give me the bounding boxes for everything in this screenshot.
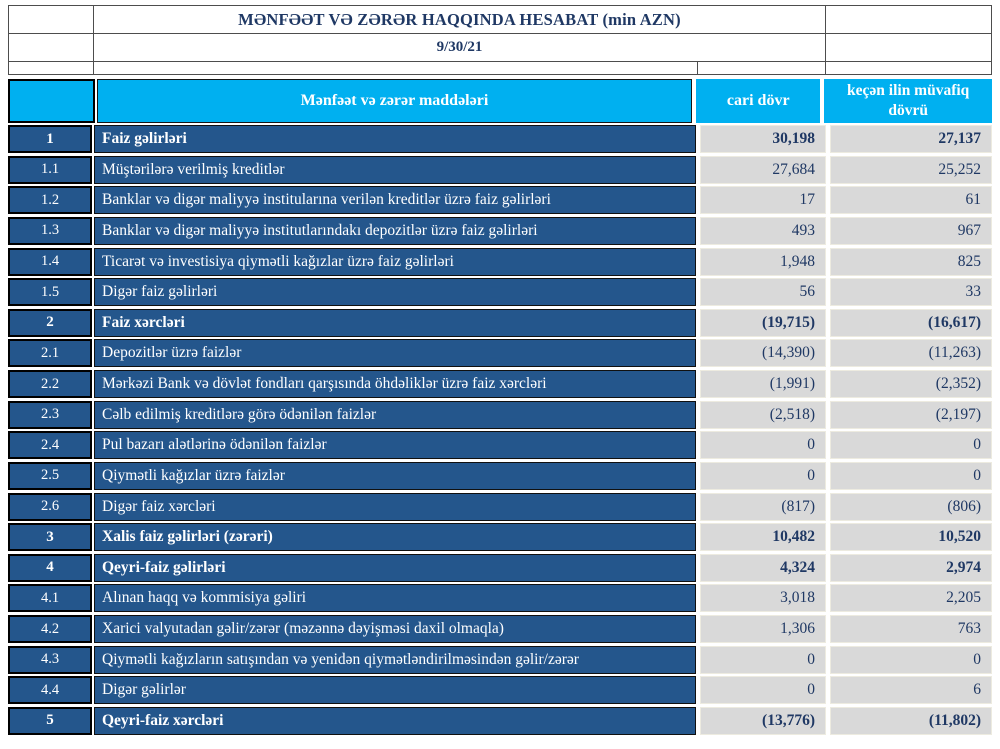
- row-label[interactable]: Mərkəzi Bank və dövlət fondları qarşısında öhdəliklər üzrə faiz xərcləri: [94, 370, 696, 398]
- row-previous-value[interactable]: 0: [830, 462, 992, 490]
- spacer-row: [8, 61, 992, 75]
- row-number[interactable]: 1.1: [8, 156, 92, 184]
- row-label[interactable]: Qiymətli kağızlar üzrə faizlər: [94, 462, 696, 490]
- row-current-value[interactable]: 10,482: [700, 523, 826, 551]
- table-row: [8, 156, 992, 184]
- row-number[interactable]: 2: [8, 309, 92, 337]
- row-previous-value[interactable]: 6: [830, 676, 992, 704]
- row-label[interactable]: Müştərilərə verilmiş kreditlər: [94, 156, 696, 184]
- table-header-row: [8, 79, 992, 123]
- report-title[interactable]: MƏNFƏƏT VƏ ZƏRƏR HAQQINDA HESABAT (min AZN): [93, 5, 826, 34]
- row-label[interactable]: Qeyri-faiz gəlirləri: [94, 554, 696, 582]
- table-row: [8, 186, 992, 214]
- row-label[interactable]: Digər faiz gəlirləri: [94, 278, 696, 306]
- row-number[interactable]: 4: [8, 554, 92, 582]
- row-previous-value[interactable]: (16,617): [830, 309, 992, 337]
- row-number[interactable]: 5: [8, 707, 92, 735]
- title-row-right-cell[interactable]: [825, 5, 992, 34]
- table-row: [8, 248, 992, 276]
- spacer-cell-1[interactable]: [8, 61, 94, 75]
- title-row-corner-cell[interactable]: [8, 5, 94, 34]
- row-previous-value[interactable]: 10,520: [830, 523, 992, 551]
- row-number[interactable]: 4.2: [8, 615, 92, 643]
- row-current-value[interactable]: 27,684: [700, 156, 826, 184]
- row-label[interactable]: Cəlb edilmiş kreditlərə görə ödənilən faizlər: [94, 401, 696, 429]
- table-row: [8, 707, 992, 735]
- table-row: [8, 523, 992, 551]
- row-number[interactable]: 4.3: [8, 646, 92, 674]
- row-current-value[interactable]: 1,306: [700, 615, 826, 643]
- header-current-period-column[interactable]: cari dövr: [696, 79, 820, 123]
- row-current-value[interactable]: 4,324: [700, 554, 826, 582]
- table-row: [8, 309, 992, 337]
- row-previous-value[interactable]: 825: [830, 248, 992, 276]
- row-label[interactable]: Ticarət və investisiya qiymətli kağızlar üzrə faiz gəlirləri: [94, 248, 696, 276]
- row-current-value[interactable]: 0: [700, 676, 826, 704]
- row-previous-value[interactable]: 25,252: [830, 156, 992, 184]
- row-number[interactable]: 2.6: [8, 493, 92, 521]
- row-label[interactable]: Alınan haqq və kommisiya gəliri: [94, 584, 696, 612]
- date-row-corner-cell[interactable]: [8, 33, 94, 62]
- title-row: [8, 5, 992, 34]
- row-number[interactable]: 1.5: [8, 278, 92, 306]
- table-row: [8, 676, 992, 704]
- row-number[interactable]: 2.4: [8, 431, 92, 459]
- row-number[interactable]: 2.3: [8, 401, 92, 429]
- table-row: [8, 278, 992, 306]
- row-label[interactable]: Banklar və digər maliyyə institutlarındakı depozitlər üzrə faiz gəlirləri: [94, 217, 696, 245]
- row-number[interactable]: 1: [8, 125, 92, 153]
- row-previous-value[interactable]: (2,352): [830, 370, 992, 398]
- row-current-value[interactable]: (2,518): [700, 401, 826, 429]
- row-previous-value[interactable]: (11,263): [830, 339, 992, 367]
- row-label[interactable]: Xarici valyutadan gəlir/zərər (məzənnə dəyişməsi daxil olmaqla): [94, 615, 696, 643]
- table-row: [8, 646, 992, 674]
- row-previous-value[interactable]: (806): [830, 493, 992, 521]
- row-label[interactable]: Qiymətli kağızların satışından və yenidən qiymətləndirilməsindən gəlir/zərər: [94, 646, 696, 674]
- table-row: [8, 584, 992, 612]
- row-current-value[interactable]: (19,715): [700, 309, 826, 337]
- row-number[interactable]: 2.5: [8, 462, 92, 490]
- row-current-value[interactable]: (817): [700, 493, 826, 521]
- row-label[interactable]: Xalis faiz gəlirləri (zərəri): [94, 523, 696, 551]
- row-number[interactable]: 2.1: [8, 339, 92, 367]
- spacer-cell-4[interactable]: [825, 61, 992, 75]
- row-current-value[interactable]: 0: [700, 462, 826, 490]
- spacer-cell-2[interactable]: [93, 61, 698, 75]
- report-date[interactable]: 9/30/21: [93, 33, 826, 62]
- row-label[interactable]: Qeyri-faiz xərcləri: [94, 707, 696, 735]
- row-number[interactable]: 4.1: [8, 584, 92, 612]
- row-current-value[interactable]: 3,018: [700, 584, 826, 612]
- header-previous-period-column[interactable]: keçən ilin müvafiq dövrü: [824, 79, 992, 123]
- table-row: [8, 493, 992, 521]
- table-row: [8, 125, 992, 153]
- table-row: [8, 462, 992, 490]
- row-current-value[interactable]: (1,991): [700, 370, 826, 398]
- row-label[interactable]: Pul bazarı alətlərinə ödənilən faizlər: [94, 431, 696, 459]
- row-label[interactable]: Faiz gəlirləri: [94, 125, 696, 153]
- table-row: [8, 431, 992, 459]
- row-current-value[interactable]: 0: [700, 646, 826, 674]
- row-previous-value[interactable]: 61: [830, 186, 992, 214]
- row-previous-value[interactable]: 27,137: [830, 125, 992, 153]
- row-previous-value[interactable]: (11,802): [830, 707, 992, 735]
- row-current-value[interactable]: 56: [700, 278, 826, 306]
- row-current-value[interactable]: (14,390): [700, 339, 826, 367]
- table-row: [8, 615, 992, 643]
- row-previous-value[interactable]: 0: [830, 646, 992, 674]
- row-current-value[interactable]: (13,776): [700, 707, 826, 735]
- row-previous-value[interactable]: 763: [830, 615, 992, 643]
- row-label[interactable]: Digər faiz xərcləri: [94, 493, 696, 521]
- row-number[interactable]: 1.4: [8, 248, 92, 276]
- table-body: [8, 125, 992, 735]
- row-current-value[interactable]: 1,948: [700, 248, 826, 276]
- row-previous-value[interactable]: 967: [830, 217, 992, 245]
- row-previous-value[interactable]: (2,197): [830, 401, 992, 429]
- row-previous-value[interactable]: 2,205: [830, 584, 992, 612]
- spacer-cell-3[interactable]: [697, 61, 826, 75]
- row-number[interactable]: 3: [8, 523, 92, 551]
- row-label[interactable]: Digər gəlirlər: [94, 676, 696, 704]
- table-row: [8, 554, 992, 582]
- row-current-value[interactable]: 30,198: [700, 125, 826, 153]
- row-label[interactable]: Faiz xərcləri: [94, 309, 696, 337]
- date-row: [8, 33, 992, 62]
- row-previous-value[interactable]: 0: [830, 431, 992, 459]
- row-label[interactable]: Banklar və digər maliyyə institularına verilən kreditlər üzrə faiz gəlirləri: [94, 186, 696, 214]
- row-current-value[interactable]: 17: [700, 186, 826, 214]
- row-current-value[interactable]: 493: [700, 217, 826, 245]
- row-number[interactable]: 1.3: [8, 217, 92, 245]
- header-items-column[interactable]: Mənfəət və zərər maddələri: [97, 79, 692, 123]
- table-row: [8, 339, 992, 367]
- header-corner-cell[interactable]: [8, 79, 95, 123]
- row-label[interactable]: Depozitlər üzrə faizlər: [94, 339, 696, 367]
- row-number[interactable]: 4.4: [8, 676, 92, 704]
- row-number[interactable]: 2.2: [8, 370, 92, 398]
- table-row: [8, 217, 992, 245]
- row-number[interactable]: 1.2: [8, 186, 92, 214]
- row-previous-value[interactable]: 2,974: [830, 554, 992, 582]
- row-current-value[interactable]: 0: [700, 431, 826, 459]
- date-row-right-cell[interactable]: [825, 33, 992, 62]
- row-previous-value[interactable]: 33: [830, 278, 992, 306]
- table-row: [8, 370, 992, 398]
- table-row: [8, 401, 992, 429]
- report-header-grid: [8, 5, 992, 75]
